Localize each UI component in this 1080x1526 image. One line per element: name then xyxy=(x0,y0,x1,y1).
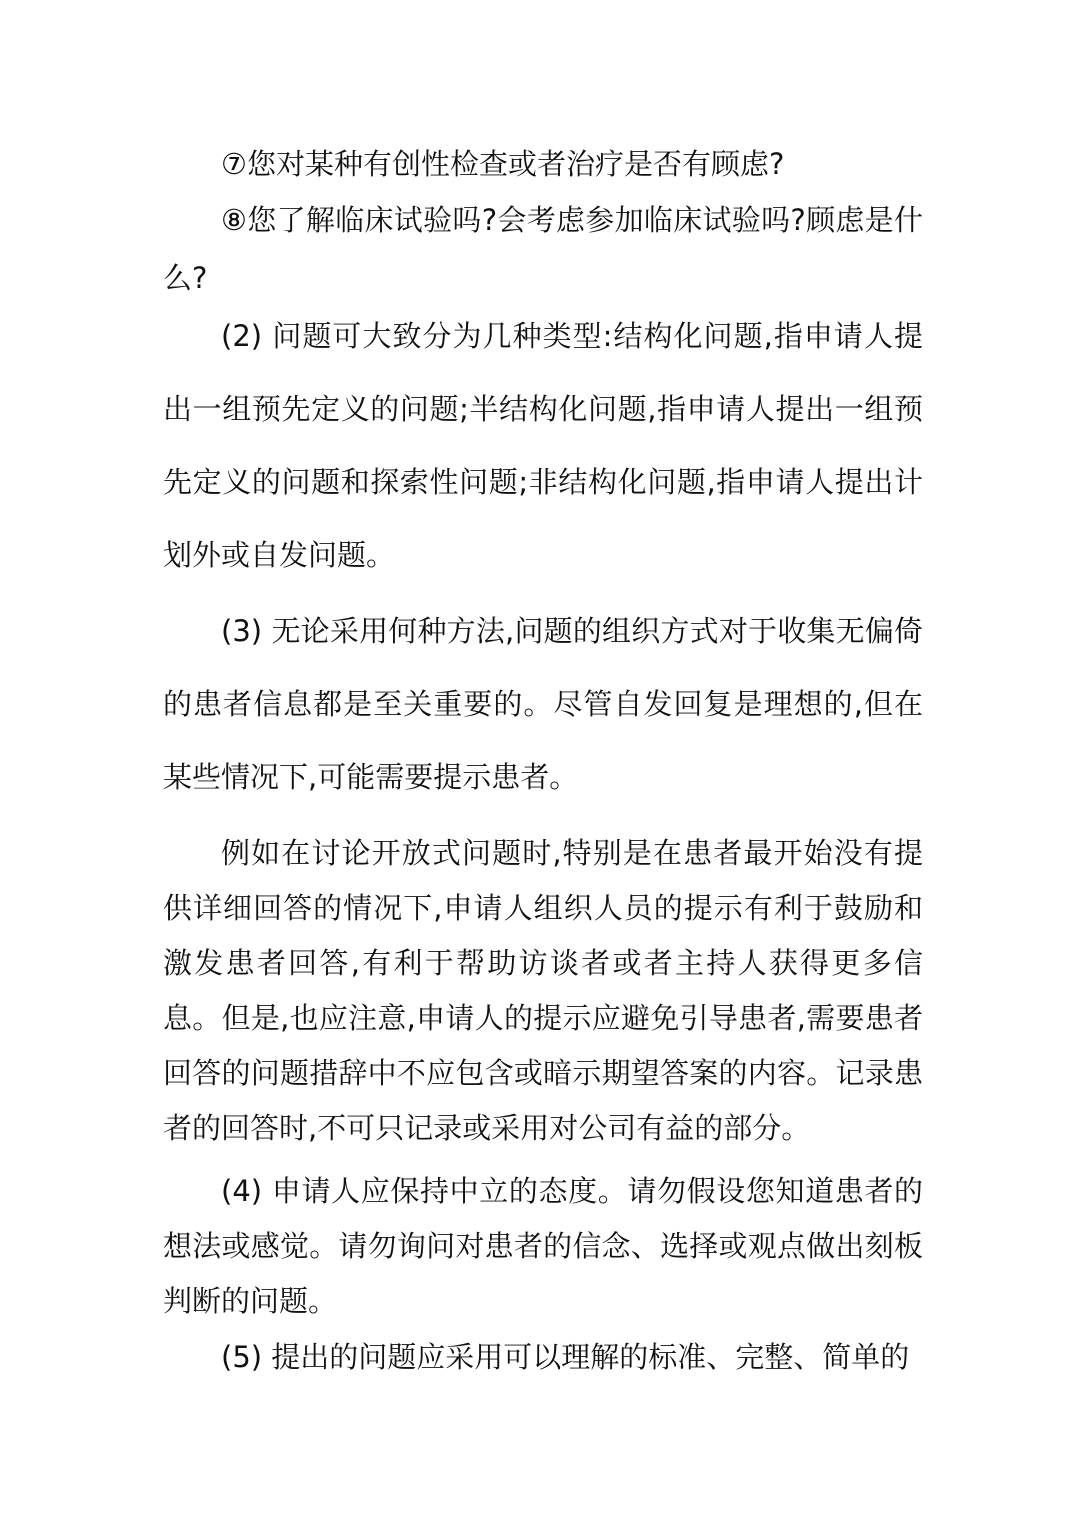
item-2-paragraph: (2) 问题可大致分为几种类型:结构化问题,指申请人提出一组预先定义的问题;半结构化问题,指申请人提出一组预先定义的问题和探索性问题;非结构化问题,指申请人提出计划外或自发问题。 xyxy=(163,319,923,572)
item-4-paragraph: (4) 申请人应保持中立的态度。请勿假设您知道患者的想法或感觉。请勿询问对患者的信念、选择或观点做出刻板判断的问题。 xyxy=(163,1174,923,1318)
item-3-paragraph: (3) 无论采用何种方法,问题的组织方式对于收集无偏倚的患者信息都是至关重要的。尽管自发回复是理想的,但在某些情况下,可能需要提示患者。 xyxy=(163,614,923,794)
item-5-paragraph: (5) 提出的问题应采用可以理解的标准、完整、简单的 xyxy=(221,1340,910,1374)
question-7-paragraph: ⑦您对某种有创性检查或者治疗是否有顾虑? xyxy=(221,147,785,181)
question-8-paragraph: ⑧您了解临床试验吗?会考虑参加临床试验吗?顾虑是什么? xyxy=(163,203,923,295)
example-paragraph: 例如在讨论开放式问题时,特别是在患者最开始没有提供详细回答的情况下,申请人组织人员的提示有利于鼓励和激发患者回答,有利于帮助访谈者或者主持人获得更多信息。但是,也应注意,申请人的提示应避免引导患者,需要患者回答的问题措辞中不应包含或暗示期望答案的内容。记录患者的回答时,不可只记录或采用对公司有益的部分。 xyxy=(163,836,923,1145)
